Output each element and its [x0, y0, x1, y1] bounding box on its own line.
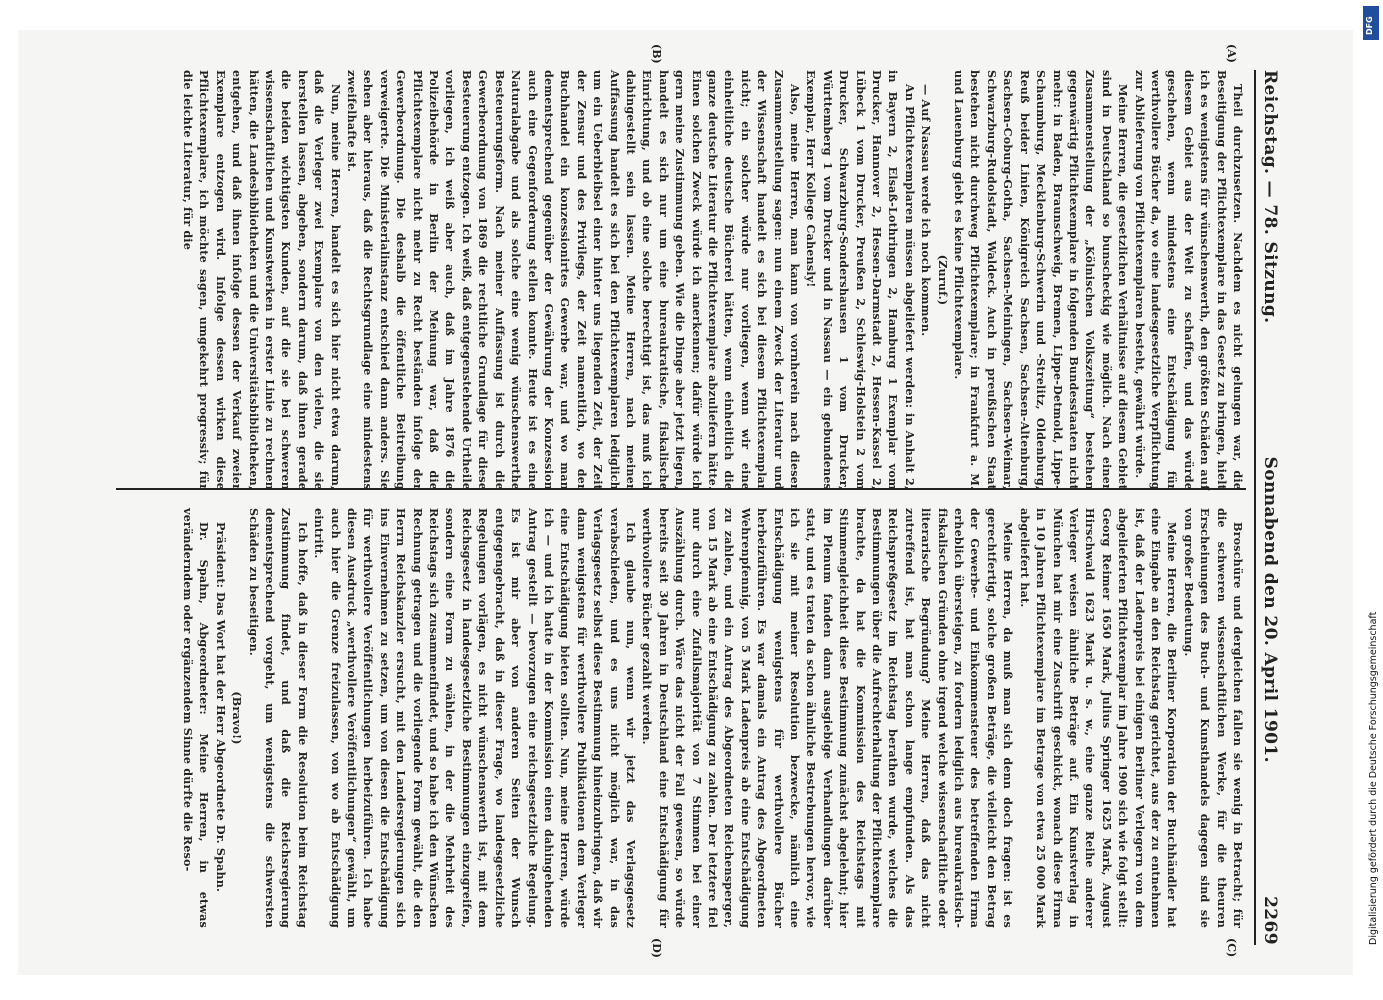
paragraph: Meine Herren, da muß man sich denn doch fragen: ist es gerechtfertigt, solche großen Beträge, die vielleicht den Betrag der Gewerbe- und Einkommensteuer des betreffenden Firma erheblich übersteigen, zu fordern lediglich aus bureaukratisch-fiskalischen Gründen ohne irgend welche wissenschaftliche oder literarische Begründung? Meine Herren, daß das nicht zutreffend ist, hat man schon lange empfunden. Als das Reichspreßgesetz im Reichstag berathen wurde, welches die Bestimmungen über die Aufrechterhaltung der Pflichtexemplare brachte, da hat die Kommission des Reichstags mit Stimmengleichheit diese Bestimmung zunächst abgelehnt; hier im Plenum fanden dann ausgiebige Verhandlungen darüber statt, und es traten da schon ähnliche Bestrebungen hervor, wie ich sie mit meiner Resolution bezwecke, nämlich eine Entschädigung wenigstens für werthvollere Bücher herbeizuführen. Es war damals ein Antrag des Abgeordneten Wehrenpfennig, von 5 Mark Ladenpreis ab eine Entschädigung zu zahlen, und ein Antrag des Abgeordneten Reichensperger, von 15 Mark ab eine Entschädigung zu zahlen. Der letztere fiel nur durch eine Zufallsmajorität von 7 Stimmen bei einer Auszählung durch. Wäre das nicht der Fall gewesen, so würde bereits seit 30 Jahren in Deutschland eine Entschädigung für werthvollere Bücher gezahlt werden. [640, 508, 1016, 928]
header-center: Sonnabend den 20. April 1901. [1260, 456, 1280, 763]
header-left: Reichstag. — 78. Sitzung. [1260, 70, 1280, 324]
column-divider [116, 488, 1246, 490]
right-column [180, 508, 1246, 928]
paragraph: Präsident: Das Wort hat der Herr Abgeordnete Dr. Spahn. [213, 522, 228, 893]
marker-a: (A) [1225, 44, 1238, 63]
left-column [180, 70, 1246, 490]
page-content [78, 30, 1318, 975]
paragraph: Broschüre und dergleichen fallen sie wenig in Betracht; für die schweren wissenschaftlichen Werke, für die theuren Erscheinungen des Buch- und Kunsthandels dagegen sind sie von großer Bedeutung. [1181, 508, 1245, 928]
paragraph: Meine Herren, die Berliner Korporation der Buchhändler hat eine Eingabe an den Reichstag gerichtet, aus der zu entnehmen ist, daß der Ladenpreis bei einigen Berliner Verlegern von dem abgelieferten Pflichtexemplar im Jahre 1900 sich wie folgt stellt: Georg Reimer 1650 Mark, Julius Springer 1625 Mark, August Hirschwald 1623 Mark u. s. w., eine ganze Reihe anderer Verleger weisen ähnliche Beträge auf. Ein Kunstverlag in München hat mir eine Zuschrift geschickt, wonach diese Firma in 10 Jahren Pflichtexemplare im Betrage von etwa 25 000 Mark abgeliefert hat. [1017, 508, 1180, 928]
paragraph: Ich hoffe, daß in dieser Form die Resolution beim Reichstag Zustimmung findet, und daß die Reichsregierung dementsprechend vorgeht, um wenigstens die schwersten Schäden zu beseitigen. [246, 508, 310, 928]
dfg-logo [1363, 6, 1379, 40]
paragraph: Meine Herren, die gesetzlichen Verhältnisse auf diesem Gebiet sind in Deutschland so bunscheckig wie möglich. Nach einer Zusammenstellung der „Kölnischen Volkszeitung“ bestehen gegenwärtig Pflichtexemplare in folgenden Bundesstaaten nicht mehr: in Baden, Braunschweig, Bremen, Lippe-Detmold, Lippe-Schaumburg, Mecklenburg-Schwerin und -Strelitz, Oldenburg, Reuß beider Linien, Königreich Sachsen, Sachsen-Altenburg, Sachsen-Coburg-Gotha, Sachsen-Meiningen, Sachsen-Weimar, Schwarzburg-Rudolstadt, Waldeck. Auch in preußischen Staat bestehen nicht durchweg Pflichtexemplare; in Frankfurt a. M. und Lauenburg giebt es keine Pflichtexemplare. [952, 70, 1131, 490]
paragraph: Ich glaube nun, wenn wir jetzt das Verlagsgesetz verabschieden, und es uns nicht möglich war, in das Verlagsgesetz selbst diese Bestimmung hineinzubringen, daß wir dann wenigstens für werthvollere Publikationen dem Verleger eine Entschädigung bieten sollten. Nun, meine Herren, würde ich — und ich hatte in der Kommission einen dahingehenden Antrag gestellt — bevorzugen eine reichsgesetzliche Regelung. Es ist mir aber von anderen Seiten der Wunsch entgegengebracht, daß in dieser Frage, wo landesgesetzliche Regelungen vorlägen, es nicht wünschenswerth ist, mit dem Reichsgesetz in landesgesetzliche Bestimmungen einzugreifen, sondern eine Form zu wählen, in der die Mehrheit des Reichstags sich zusammenfindet, und so habe ich den Wünschen Rechnung getragen und die vorliegende Form gewählt, die den Herrn Reichskanzler ersucht, mit den Landesregierungen sich ins Einvernehmen zu setzen, um von diesen die Entschädigung für werthvollere Veröffentlichungen herbeizuführen. Ich habe diesen Ausdruck „werthvollere Veröffentlichungen“ gewählt, um auch hier die Grenze freizulassen, von wo ab Entschädigung eintritt. [312, 508, 638, 928]
interjection: (Bravo!) [230, 691, 245, 745]
digitization-note-text: Digitalisierung gefördert durch die Deutsche Forschungsgemeinschaft [1368, 611, 1379, 945]
interjection: (Zuruf.) [935, 254, 950, 306]
digitization-note [1356, 55, 1379, 955]
paragraph: — Auf Nassau werde ich noch kommen. [919, 84, 934, 337]
paragraph: An Pflichtexemplaren müssen abgeliefert werden: in Anhalt 2, in Bayern 2, Elsaß-Lothringen 2, Hamburg 1 Exemplar vom Drucker, Hannover 2, Hessen-Darmstadt 2, Hessen-Kassel 2, Lübeck 1 vom Drucker, Preußen 2, Schleswig-Holstein 2 vom Drucker, Schwarzburg-Sondershausen 1 vom Drucker, Württemberg 1 vom Drucker und in Nassau — ein gebundenes Exemplar, Herr Kollege Cahensly! [804, 70, 917, 490]
paragraph: Theil durchzusetzen. Nachdem es nicht gelungen war, die Beseitigung der Pflichtexemplare in das Gesetz zu bringen, hielt ich es wenigstens für wünschenswerth, den größten Schäden auf diesem Gebiet aus der Welt zu schaffen, und das würde geschehen, wenn mindestens eine Entschädigung für werthvollere Bücher da, wo eine landesgesetzliche Verpflichtung zur Ablieferung von Pflichtexemplaren besteht, gewährt würde. [1132, 70, 1245, 490]
marker-b: (B) [650, 44, 663, 64]
dfg-logo-text: DFG [1365, 16, 1374, 35]
header-rule [1254, 70, 1256, 945]
paragraph: Nun, meine Herren, handelt es sich hier nicht etwa darum, daß die Verleger zwei Exemplare von den vielen, die sie herstellen lassen, abgeben, sondern darum, daß ihnen gerade die beiden wichtigsten Kunden, auf die sie bei schweren wissenschaftlichen und Kunstwerken in erster Linie zu rechnen hätten, die Landesbibliotheken und die Universitätsbibliotheken, entgehen, und daß ihnen infolge dessen der Verkauf zweier Exemplare entzogen wird. Infolge dessen wirken diese Pflichtexemplare, ich möchte sagen, umgekehrt progressiv; für die leichte Literatur, für die [181, 70, 343, 490]
paragraph: Dr. Spahn, Abgeordneter: Meine Herren, in etwas veränderndem oder ergänzendem Sinne dürfte die Reso- [181, 508, 212, 928]
running-head [1260, 70, 1284, 945]
marker-d: (D) [650, 938, 663, 958]
marker-c: (C) [1225, 938, 1238, 958]
paragraph: Also, meine Herren, man kann von vornherein nach dieser Zusammenstellung sagen: nun einem Zweck der Literatur und der Wissenschaft handelt es sich bei diesem Pflichtexemplar nicht; ein solcher würde nur vorliegen, wenn wir eine einheitliche deutsche Bücherei hätten, wenn einheitlich die ganze deutsche Literatur die Pflichtexemplare abzuliefern hätte. Einen solchen Zweck würde ich anerkennen; dafür würde ich gern meine Zustimmung geben. Wie die Dinge aber jetzt liegen, handelt es sich nur um eine bureaukratische, fiskalische Einrichtung, und ob eine solche berechtigt ist, das muß ich dahingestellt sein lassen. Meine Herren, nach meiner Auffassung handelt es sich bei den Pflichtexemplaren lediglich um ein Ueberbleibsel einer hinter uns liegenden Zeit, der Zeit der Zensur und des Privilegs, der Zeit namentlich, wo der Buchhandel ein konzessionirtes Gewerbe war, und wo man dementsprechend gegenüber der Gewährung der Konzession auch eine Gegenforderung stellen konnte. Heute ist es eine Naturalabgabe und als solche eine wenig wünschenswerthe Besteuerungsform. Nach meiner Auffassung ist durch die Gewerbeordnung von 1869 die rechtliche Grundlage für diese Besteuerung entzogen. Ich weiß, daß entgegenstehende Urtheile vorliegen, ich weiß aber auch, daß im Jahre 1876 die Polizeibehörde in Berlin der Meinung war, daß die Pflichtexemplare nicht mehr zu Recht beständen infolge der Gewerbeordnung. Die deshalb die öffentliche Beitreibung verweigerte. Die Ministerialinstanz entschied dann anders. Sie sehen aber hieraus, daß die Rechtsgrundlage eine mindestens zweifelhafte ist. [345, 70, 803, 490]
rotated-page [78, 30, 1318, 975]
page-number: 2269 [1260, 896, 1280, 945]
